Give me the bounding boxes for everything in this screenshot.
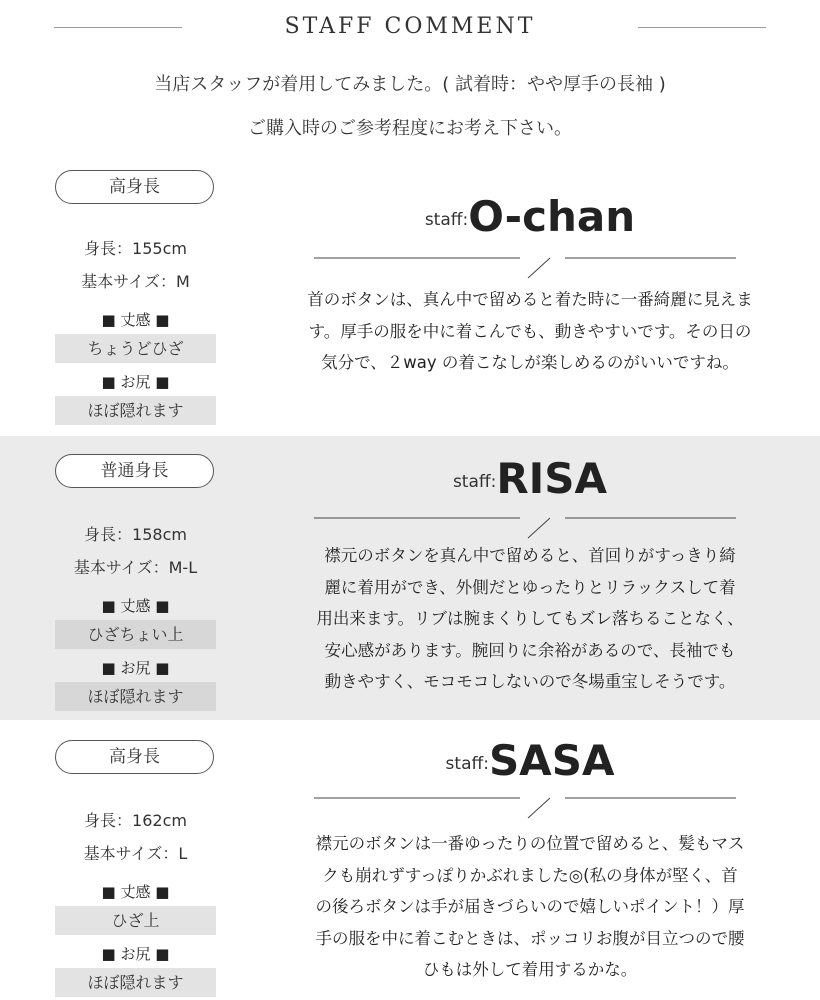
length-feel-label: ■ 丈感 ■ (101, 883, 170, 901)
staff-prefix: staff: (452, 472, 497, 492)
staff-height: 身長：162cm (84, 811, 187, 830)
height-type-badge: 高身長 (55, 170, 214, 204)
staff-card-risa (0, 436, 820, 720)
hip-value: ほぼ隠れます (55, 396, 216, 425)
comment-line: す。厚手の服を中に着こんでも、動きやすいです。その日の (308, 321, 752, 341)
comment-line: 安心感があります。腕回りに余裕があるので、長袖でも (324, 640, 736, 660)
divider-slash-icon (310, 250, 740, 280)
comment-line: ひもは外して着用するかな。 (422, 960, 638, 979)
staff-size: 基本サイズ：L (83, 844, 188, 863)
hip-value: ほぼ隠れます (55, 682, 216, 711)
staff-name-text: O-chan (468, 192, 636, 241)
length-feel-label: ■ 丈感 ■ (101, 311, 170, 329)
section-header (0, 0, 820, 60)
staff-name (280, 736, 780, 785)
staff-name-text: SASA (488, 736, 615, 785)
staff-prefix: staff: (424, 210, 469, 230)
length-feel-value: ひざ上 (55, 906, 216, 935)
divider-slash-icon (310, 510, 740, 540)
length-feel-value: ちょうどひざ (55, 334, 216, 363)
intro-line-1: 当店スタッフが着用してみました。( 試着時：やや厚手の長袖 ) (154, 74, 666, 95)
divider-slash-icon (310, 790, 740, 820)
hip-value: ほぼ隠れます (55, 968, 216, 997)
comment-line: 首のボタンは、真ん中で留めると着た時に一番綺麗に見えま (307, 290, 753, 309)
comment-line: 手の服を中に着こむときは、ポッコリお腹が目立つので腰 (315, 928, 745, 948)
staff-name (280, 192, 780, 241)
comment-line: 気分で、２way の着こなしが楽しめるのがいいですね。 (321, 353, 739, 372)
comment-line: 用出来ます。リブは腕まくりしてもズレ落ちることなく、 (316, 609, 744, 628)
staff-comment (280, 284, 780, 379)
comment-line: 襟元のボタンを真ん中で留めると、首回りがすっきり綺 (324, 546, 736, 565)
staff-card-ochan (0, 152, 820, 434)
hip-label: ■ お尻 ■ (101, 945, 170, 963)
staff-comment (280, 828, 780, 986)
header-right-rule (638, 27, 766, 28)
hip-label: ■ お尻 ■ (101, 373, 170, 391)
length-feel-label: ■ 丈感 ■ (101, 597, 170, 615)
comment-line: 襟元のボタンは一番ゆったりの位置で留めると、髪もマス (315, 834, 745, 853)
staff-size: 基本サイズ：M (81, 272, 190, 291)
comment-line: 麗に着用ができ、外側だとゆったりとリラックスして着 (324, 577, 736, 597)
staff-height: 身長：155cm (84, 239, 187, 258)
section-title: STAFF COMMENT (284, 14, 536, 39)
height-type-badge: 普通身長 (55, 454, 214, 488)
height-type-badge: 高身長 (55, 740, 214, 774)
staff-name-text: RISA (496, 454, 608, 503)
comment-line: 動きやすく、モコモコしないので冬場重宝しそうです。 (324, 672, 736, 691)
hip-label: ■ お尻 ■ (101, 659, 170, 677)
staff-card-sasa (0, 722, 820, 1000)
length-feel-value: ひざちょい上 (55, 620, 216, 649)
intro-line-2: ご購入時のご参考程度にお考え下さい。 (248, 118, 572, 139)
staff-prefix: staff: (445, 754, 489, 774)
staff-height: 身長：158cm (84, 525, 187, 544)
staff-name (280, 454, 780, 503)
staff-comment (280, 540, 780, 698)
comment-line: クも崩れずすっぽりかぶれました◎(私の身体が堅く、首 (322, 865, 738, 885)
comment-line: の後ろボタンは手が届きづらいので嬉しいポイント！）厚 (315, 897, 745, 916)
staff-size: 基本サイズ：M-L (73, 558, 198, 577)
